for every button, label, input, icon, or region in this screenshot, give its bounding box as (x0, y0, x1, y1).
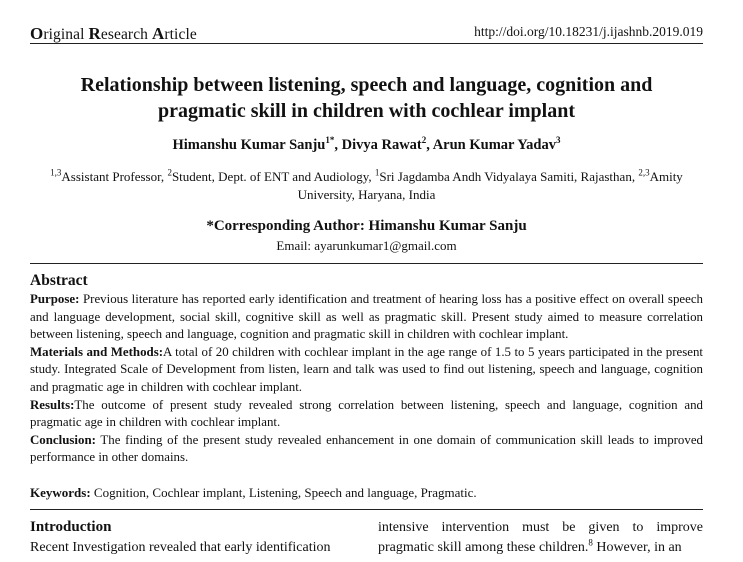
affiliation-line-2: University, Haryana, India (297, 187, 436, 202)
keywords-bottom-rule (30, 509, 703, 510)
methods-label: Materials and Methods: (30, 344, 164, 359)
author-sep-2: , (426, 137, 433, 153)
title-line-2: pragmatic skill in children with cochlear implant (157, 100, 576, 122)
title-line-1: Relationship between listening, speech and language, cognition and (80, 74, 653, 96)
purpose-label: Purpose: (30, 292, 80, 306)
keywords (30, 485, 477, 501)
corresponding-author: *Corresponding Author: Himanshu Kumar Sanju (206, 218, 527, 234)
aff-sup-2: 2 (167, 167, 172, 178)
header-rule (30, 43, 703, 44)
author-list (30, 137, 703, 154)
author-2-sup: 2 (421, 135, 427, 146)
aff-text-2: Student, Dept. of ENT and Audiology, (171, 169, 375, 184)
author-1: Himanshu Kumar Sanju (172, 137, 326, 153)
abstract-top-rule (30, 263, 703, 264)
article-type-part-3: rticle (164, 26, 197, 43)
author-sep-1: , (334, 137, 342, 153)
intro-right-column (378, 518, 703, 558)
article-type-part-2: esearch (100, 26, 152, 43)
abstract-purpose (30, 291, 703, 344)
conclusion-text: The finding of the present study revealed enhancement in one domain of communication skill leads to improved performance in other domains. (30, 432, 703, 465)
affiliations (40, 168, 693, 204)
abstract-results (30, 397, 703, 432)
purpose-text: Previous literature has reported early identification and treatment of hearing loss has a positive effect on overall speech and language development, social skill, cognitive skill as well as pragmatic skill. Present study aimed to measure correlation between listening, speech and language, cognition and pragmatic skill in children with cochlear implant. (30, 292, 703, 342)
article-type-initial-o: O (30, 24, 44, 43)
article-type-part-1: riginal (43, 26, 89, 43)
author-1-sup: 1* (325, 135, 335, 146)
introduction-heading: Introduction (30, 519, 112, 535)
corresponding-email[interactable]: Email: ayarunkumar1@gmail.com (276, 238, 457, 253)
aff-sup-4: 2,3 (638, 167, 650, 178)
aff-sup-3: 1 (374, 167, 380, 178)
intro-right-text-2: However, in an (592, 540, 682, 555)
results-label: Results: (30, 397, 75, 412)
intro-left-text: Recent Investigation revealed that early identification (30, 540, 331, 555)
abstract-methods (30, 344, 703, 397)
aff-text-3: Sri Jagdamba Andh Vidyalaya Samiti, Rajasthan, (379, 169, 639, 184)
intro-right-text-1: intensive intervention must be given to improve pragmatic skill among these children. (378, 520, 703, 555)
doi-link[interactable]: http://doi.org/10.18231/j.ijashnb.2019.019 (474, 24, 703, 39)
results-text: The outcome of present study revealed strong correlation between listening, speech and language, cognition and pragmatic age in children with cochlear implant. (30, 397, 703, 430)
intro-left-column (30, 538, 354, 558)
abstract-body (30, 291, 703, 467)
keywords-label: Keywords: (30, 485, 91, 500)
author-3: Arun Kumar Yadav (432, 137, 556, 153)
methods-text: A total of 20 children with cochlear implant in the age range of 1.5 to 5 years participated in the present study. Integrated Scale of Development from listen, learn and talk was used to find out listening, speech and language, cognition and pragmatic age in children with cochlear implant. (30, 344, 703, 394)
article-type-initial-a: A (152, 24, 165, 43)
affiliation-line-1 (40, 168, 693, 186)
citation-sup: 8 (588, 537, 593, 548)
abstract-conclusion (30, 432, 703, 467)
aff-sup-1: 1,3 (50, 167, 62, 178)
author-3-sup: 3 (555, 135, 561, 146)
author-2: Divya Rawat (341, 137, 422, 153)
intro-right-paragraph (378, 518, 703, 558)
conclusion-label: Conclusion: (30, 432, 96, 447)
article-type (30, 24, 197, 44)
article-type-initial-r: R (88, 24, 101, 43)
paper-title (30, 72, 703, 124)
abstract-heading: Abstract (30, 272, 88, 289)
aff-text-1: Assistant Professor, (61, 169, 168, 184)
aff-text-4: Amity (649, 169, 683, 184)
keywords-text: Cognition, Cochlear implant, Listening, Speech and language, Pragmatic. (90, 485, 477, 500)
